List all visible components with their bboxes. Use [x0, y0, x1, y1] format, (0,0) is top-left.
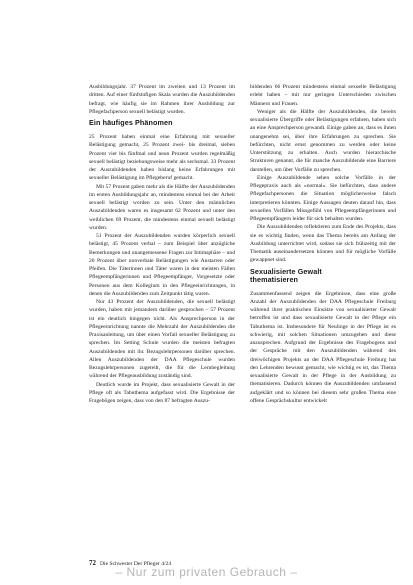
heading-line-2: thematisieren	[250, 274, 299, 284]
section-heading: Ein häufiges Phänomen	[89, 118, 173, 127]
paragraph: Zusammenfassend zeigen die Ergebnisse, dass eine große Anzahl der Auszubildenden der DAA Pflegeschule Freiburg während ihrer praktischen Einsätze von sexualisierter Gewalt betroffen ist und dass sexualisierte Gewalt in der Pflege ein Tabuthema ist. Insbesondere für Neulinge in der Pflege ist es schwierig, mit solchen Situationen umzugehen und diese anzusprechen. Aufgrund der Ergebnisse des Fragebogens und der Gespräche mit den Auszubildenden während des dreiwöchigen Projekts an der DAA Pflegeschule Freiburg hat den Lehrenden bewusst gemacht, wie wichtig es ist, das Thema sexualisierte Gewalt in der Pflege in der Ausbildung zu thematisieren. Dadurch können die Auszubildenden umfassend aufgeklärt und so können bei diesem sehr großen Thema eine offene Gesprächskultur entwickelt	[250, 290, 396, 404]
right-column	[250, 83, 396, 405]
paragraph: Deutlich wurde im Projekt, dass sexualisierte Gewalt in der Pflege oft als Tabuthema aufgefasst wird. Die Ergebnisse der Fragebögen zeigen, dass von den 87 befragten Auszu-	[89, 381, 235, 404]
paragraph: 51 Prozent der Auszubildenden wurden körperlich sexuell belästigt, 45 Prozent verbal – zum Beispiel über anzügliche Bemerkungen und unangemessene Fragen zur Intimsphäre – und 20 Prozent über nonverbale Belästigungen wie Anstarren oder Pfeifen. Die Täterinnen und Täter waren in den meisten Fällen Pflegeempfängerinnen und Pflegeempfänger, Vorgesetzte oder Personen aus dem Kollegium in den Pflegeeinrichtungen, in denen die Auszubildenden zum Zeitpunkt tätig waren.	[89, 233, 235, 297]
paragraph: Die Auszubildenden reflektieren zum Ende des Projekts, dass sie es wichtig finden, wenn das Thema bereits am Anfang der Ausbildung unterrichtet wird, sodass sie sich frühzeitig mit der Thematik auseinandersetzen können und für mögliche Vorfälle gewappnet sind.	[250, 224, 396, 264]
paragraph: Nur 43 Prozent der Auszubildenden, die sexuell belästigt wurden, haben mit jemandem darüber gesprochen – 57 Prozent ist ein deutlich hingegen nicht. Als Ansprechperson in der Pflegeeinrichtung nannte die Mehrzahl der Auszubildenden die Praxisanleitung, um über einen Vorfall sexueller Belästigung zu sprechen. Im Setting Schule wurden die meisten befragten Auszubildenden mit ihr. Bezugslehrpersonen darüber sprechen. Allen Auszubildenden der DAA Pflegeschule wurden Bezugslehrpersonen zugeteilt, die für die Lernbegleitung während der Pflegeausbildung zuständig sind.	[89, 299, 235, 380]
paragraph: bildenden 66 Prozent mindestens einmal sexuelle Belästigung erlebt haben – mit nur geringen Unterschieden zwischen Männern und Frauen.	[250, 84, 396, 107]
page-number: 72	[89, 559, 96, 567]
watermark: – Nur zum privaten Gebrauch –	[115, 565, 298, 579]
paragraph: Ausbildungsjahr. 37 Prozent im zweiten und 13 Prozent im dritten. Auf einer fünfstufigen Skala wurden die Auszubildenden befragt, wie häufig sie im Rahmen ihrer Ausbildung zur Pflegefachperson sexuell belästigt wurden.	[89, 84, 235, 115]
section-heading	[250, 268, 396, 284]
left-column	[89, 83, 235, 405]
paragraph: 25 Prozent haben einmal eine Erfahrung mit sexueller Belästigung gemacht, 25 Prozent zwei- bis dreimal, sieben Prozent vier bis fünfmal und neun Prozent wurden regelmäßig sexuell belästigt beziehungsweise mehr als sechsmal. 33 Prozent der Auszubildenden haben bislang keine Erfahrungen mit sexueller Belästigung im Pflegeberuf gemacht.	[89, 134, 235, 182]
journal-name: Die Schwester Der Pfleger 4/24	[100, 561, 172, 567]
paragraph: Einige Auszubildende sehen solche Vorfälle in der Pflegepraxis auch als »normal«. Sie befürchten, dass andere Pflegefachpersonen die Situation möglicherweise falsch interpretieren könnten. Einige Aussagen deuten darauf hin, dass sexuellen Vorfällen Missgefühl von Pflegeempfängerinnen und Pflegeempfängern leider für sich behalten wurden.	[250, 174, 396, 222]
paragraph: Weniger als die Hälfte der Auszubildenden, die bereits sexualisierte Übergriffe oder Belästigungen erfahren, haben sich an eine Ansprechperson gewandt. Einige gaben an, dass es ihnen unangenehm sei, über ihre Erfahrungen zu sprechen. Sie befürchten, nicht ernst genommen zu werden oder keine Unterstützung zu erhalten. Auch wurden hierarchische Strukturen genannt, die für manche Auszubildende eine Barriere darstellen, um über Vorfälle zu sprechen.	[250, 108, 396, 173]
paragraph: Mit 57 Prozent gaben mehr als die Hälfte der Auszubildenden im ersten Ausbildungsjahr an, mindestens einmal bei der Arbeit sexuell belästigt worden zu sein. Unter den männlichen Auszubildenden waren es insgesamt 62 Prozent und unter den weiblichen 69 Prozent, die mindestens einmal sexuell belästigt wurden.	[89, 183, 235, 231]
heading-line-1: Sexualisierte Gewalt	[250, 266, 322, 276]
